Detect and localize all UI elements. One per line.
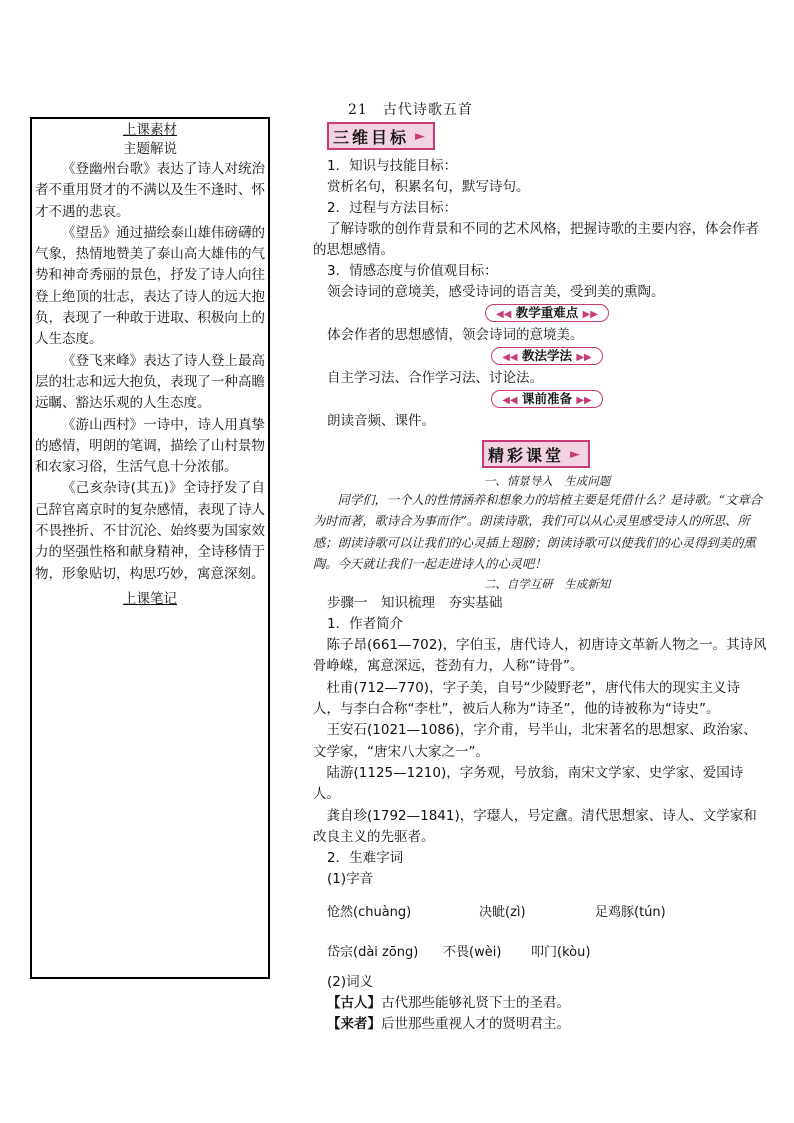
double-chevron-right-icon: ▶▶ [582, 309, 598, 320]
sidebar-paragraph: 《己亥杂诗(其五)》全诗抒发了自己辞官离京时的复杂感情，表现了诗人不畏挫折、不甘沉沦、始终要为国家效力的坚强性格和献身精神，全诗移情于物，形象贴切，构思巧妙，寓意深刻。 [35, 480, 265, 582]
prep-pill [491, 390, 603, 408]
words-heading: 2．生难字词 [327, 850, 404, 867]
meaning-term: 【古人】 [327, 995, 381, 1012]
classroom-banner [482, 440, 590, 468]
key-points-label: 教学重难点 [515, 305, 579, 320]
double-chevron-left-icon: ◀◀ [502, 395, 518, 406]
double-chevron-right-icon: ▶▶ [576, 395, 592, 406]
section-heading: 一、情景导入 生成问题 [483, 474, 611, 488]
author-entry: 龚自珍(1792—1841)，字璱人，号定盦。清代思想家、诗人、文学家和改良主义的先驱者。 [313, 807, 757, 845]
pronunciation-row [327, 903, 767, 923]
methods-text: 自主学习法、合作学习法、讨论法。 [327, 370, 543, 386]
pronunciation-heading: (1)字音 [327, 871, 374, 888]
goal-line: 了解诗歌的创作背景和不同的艺术风格，把握诗歌的主要内容，体会作者的思想感情。 [313, 221, 759, 258]
goal-line: 2．过程与方法目标： [327, 200, 458, 216]
pronunciation-item: 叩门(kòu) [531, 945, 591, 961]
goals-banner-label: 三维目标 [333, 127, 410, 147]
sidebar-paragraph: 《登幽州台歌》表达了诗人对统治者不重用贤才的不满以及生不逢时、怀才不遇的悲哀。 [35, 161, 265, 220]
goal-line: 赏析名句，积累名句，默写诗句。 [327, 179, 530, 195]
author-entry: 王安石(1021—1086)，字介甫，号半山，北宋著名的思想家、政治家、文学家，“唐宋八大家之一”。 [313, 722, 757, 760]
intro-paragraph: 同学们，一个人的性情涵养和想象力的培植主要是凭借什么？是诗歌。“文章合为时而著，歌诗合为事而作”。朗读诗歌，我们可以从心灵里感受诗人的所思、所感；朗读诗歌可以让我们的心灵插上翅膀；朗读诗歌可以使我们的心灵得到美的熏陶。今天就让我们一起走进诗人的心灵吧！ [313, 493, 762, 571]
double-chevron-left-icon: ◀◀ [495, 309, 512, 320]
double-chevron-right-icon: ▶▶ [576, 352, 592, 363]
goal-line: 领会诗词的意境美，感受诗词的语言美，受到美的熏陶。 [327, 284, 665, 300]
main-column [313, 122, 767, 1035]
author-entry: 杜甫(712—770)，字子美，自号“少陵野老”，唐代伟大的现实主义诗人，与李白合称“李杜”，被后人称为“诗圣”，他的诗被称为“诗史”。 [313, 679, 741, 718]
sidebar-paragraph: 《登飞来峰》表达了诗人登上最高层的壮志和远大抱负，表现了一种高瞻远瞩、豁达乐观的人生态度。 [35, 352, 265, 412]
goal-line: 1．知识与技能目标： [327, 158, 458, 174]
goal-line: 3．情感态度与价值观目标： [327, 263, 498, 279]
page-title: 21 古代诗歌五首 [348, 102, 473, 118]
prep-header [327, 390, 767, 410]
sidebar-paragraph: 《游山西村》一诗中，诗人用真挚的感情，明朗的笔调，描绘了山村景物和农家习俗，生活气息十分浓郁。 [35, 416, 265, 476]
meaning-entry [327, 993, 767, 1014]
double-chevron-left-icon: ◀◀ [502, 352, 518, 363]
sidebar-paragraph: 《望岳》通过描绘泰山雄伟磅礴的气象，热情地赞美了泰山高大雄伟的气势和神奇秀丽的景色，抒发了诗人向往登上绝顶的壮志，表达了诗人的远大抱负，表现了一种敢于进取、积极向上的人生态度。 [35, 224, 265, 348]
sidebar-heading-materials: 上课素材 [123, 122, 177, 138]
pronunciation-item: 决眦(zì) [479, 905, 526, 921]
author-entry: 陈子昂(661—702)，字伯玉，唐代诗人，初唐诗文革新人物之一。其诗风骨峥嵘，寓意深远，苍劲有力，人称“诗骨”。 [313, 637, 767, 675]
pronunciation-row [327, 943, 767, 963]
prep-text: 朗读音频、课件。 [327, 413, 435, 429]
key-points-text: 体会作者的思想感情，领会诗词的意境美。 [327, 327, 584, 343]
pronunciation-item: 岱宗(dài zōng) [327, 945, 419, 961]
author-entry: 陆游(1125—1210)，字务观，号放翁，南宋文学家、史学家、爱国诗人。 [313, 764, 744, 803]
classroom-banner-wrap [327, 440, 767, 468]
arrow-right-icon: ► [570, 446, 581, 462]
step-heading: 步骤一 知识梳理 夯实基础 [327, 595, 503, 612]
classroom-banner-label: 精彩课堂 [488, 445, 565, 465]
key-points-pill [485, 304, 609, 322]
section-heading: 二、自学互研 生成新知 [483, 577, 611, 592]
pronunciation-item: 不畏(wèi) [443, 945, 502, 961]
sidebar-subheading-theme: 主题解说 [123, 141, 177, 157]
meaning-heading: (2)词义 [327, 974, 374, 991]
methods-pill [491, 347, 603, 365]
prep-label: 课前准备 [521, 391, 572, 406]
meaning-definition: 后世那些重视人才的贤明君主。 [381, 1016, 570, 1033]
meaning-entry [327, 1014, 767, 1035]
meaning-term: 【来者】 [327, 1016, 381, 1033]
goals-banner [327, 122, 435, 150]
sidebar-box [30, 117, 270, 979]
pronunciation-item: 足鸡豚(tún) [595, 905, 666, 921]
pronunciation-item: 怆然(chuàng) [327, 905, 412, 921]
arrow-right-icon: ► [415, 128, 426, 144]
sidebar-heading-notes: 上课笔记 [123, 590, 177, 607]
methods-header [327, 347, 767, 367]
meaning-definition: 古代那些能够礼贤下士的圣君。 [381, 995, 570, 1012]
methods-label: 教法学法 [521, 348, 572, 363]
authors-heading: 1．作者简介 [327, 616, 404, 633]
key-points-header [327, 304, 767, 324]
